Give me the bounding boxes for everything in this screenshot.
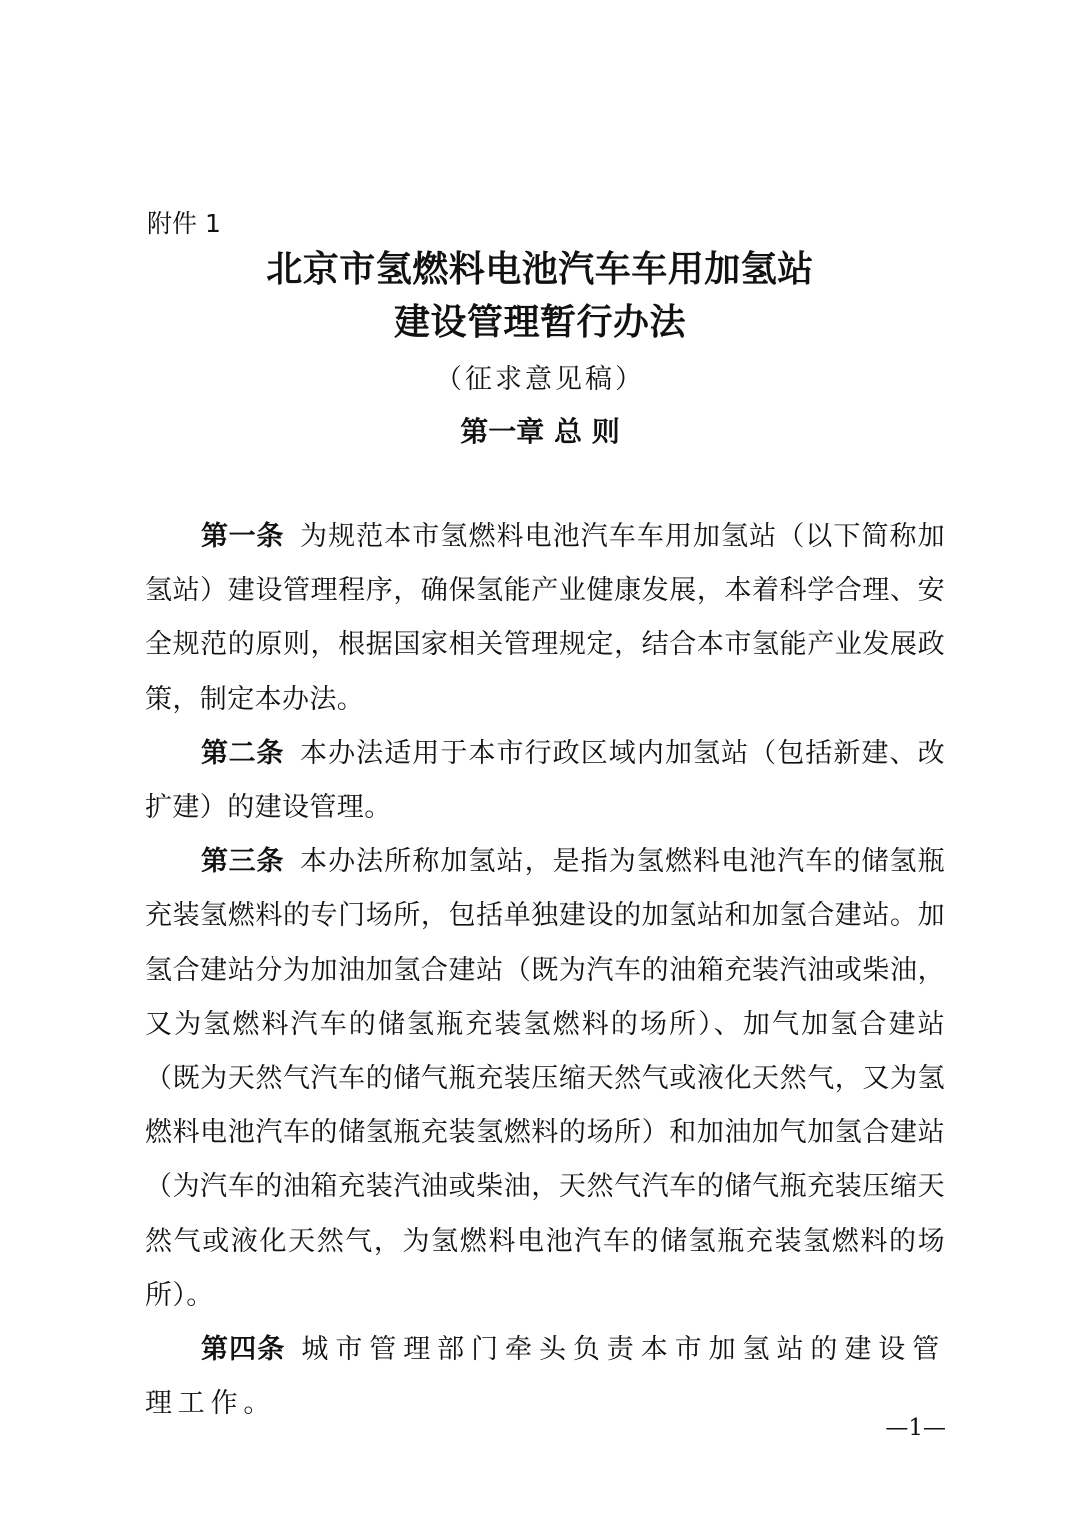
draft-note: （征求意见稿）: [435, 364, 645, 395]
article-1: [145, 510, 945, 727]
document-body: [145, 510, 945, 1431]
article-label: 第二条: [201, 737, 285, 769]
article-label: 第一条: [201, 521, 285, 552]
article-4: [145, 1323, 945, 1431]
article-2: [145, 727, 945, 835]
article-text: 城市管理部门牵头负责本市加氢站的建设管理工作。: [145, 1334, 946, 1420]
document-title-line-2: 建设管理暂行办法: [393, 302, 686, 343]
chapter-heading: 第一章 总 则: [460, 415, 620, 448]
attachment-label: 附件 1: [147, 209, 221, 238]
article-3: [145, 835, 945, 1323]
article-text: 为规范本市氢燃料电池汽车车用加氢站（以下简称加氢站）建设管理程序，确保氢能产业健康发展，本着科学合理、安全规范的原则，根据国家相关管理规定，结合本市氢能产业发展政策，制定本办法。: [145, 521, 945, 715]
article-label: 第四条: [201, 1334, 286, 1366]
article-text: 本办法所称加氢站，是指为氢燃料电池汽车的储氢瓶充装氢燃料的专门场所，包括单独建设的加氢站和加氢合建站。加氢合建站分为加油加氢合建站（既为汽车的油箱充装汽油或柴油，又为氢燃料汽车的储氢瓶充装氢燃料的场所）、加气加氢合建站（既为天然气汽车的储气瓶充装压缩天然气或液化天然气，又为氢燃料电池汽车的储氢瓶充装氢燃料的场所）和加油加气加氢合建站（为汽车的油箱充装汽油或柴油，天然气汽车的储气瓶充装压缩天然气或液化天然气，为氢燃料电池汽车的储氢瓶充装氢燃料的场所）。: [145, 846, 945, 1311]
article-text: 本办法适用于本市行政区域内加氢站（包括新建、改扩建）的建设管理。: [145, 737, 945, 824]
article-label: 第三条: [201, 846, 285, 878]
document-title-line-1: 北京市氢燃料电池汽车车用加氢站: [266, 249, 814, 290]
page-number: —1—: [885, 1415, 946, 1441]
